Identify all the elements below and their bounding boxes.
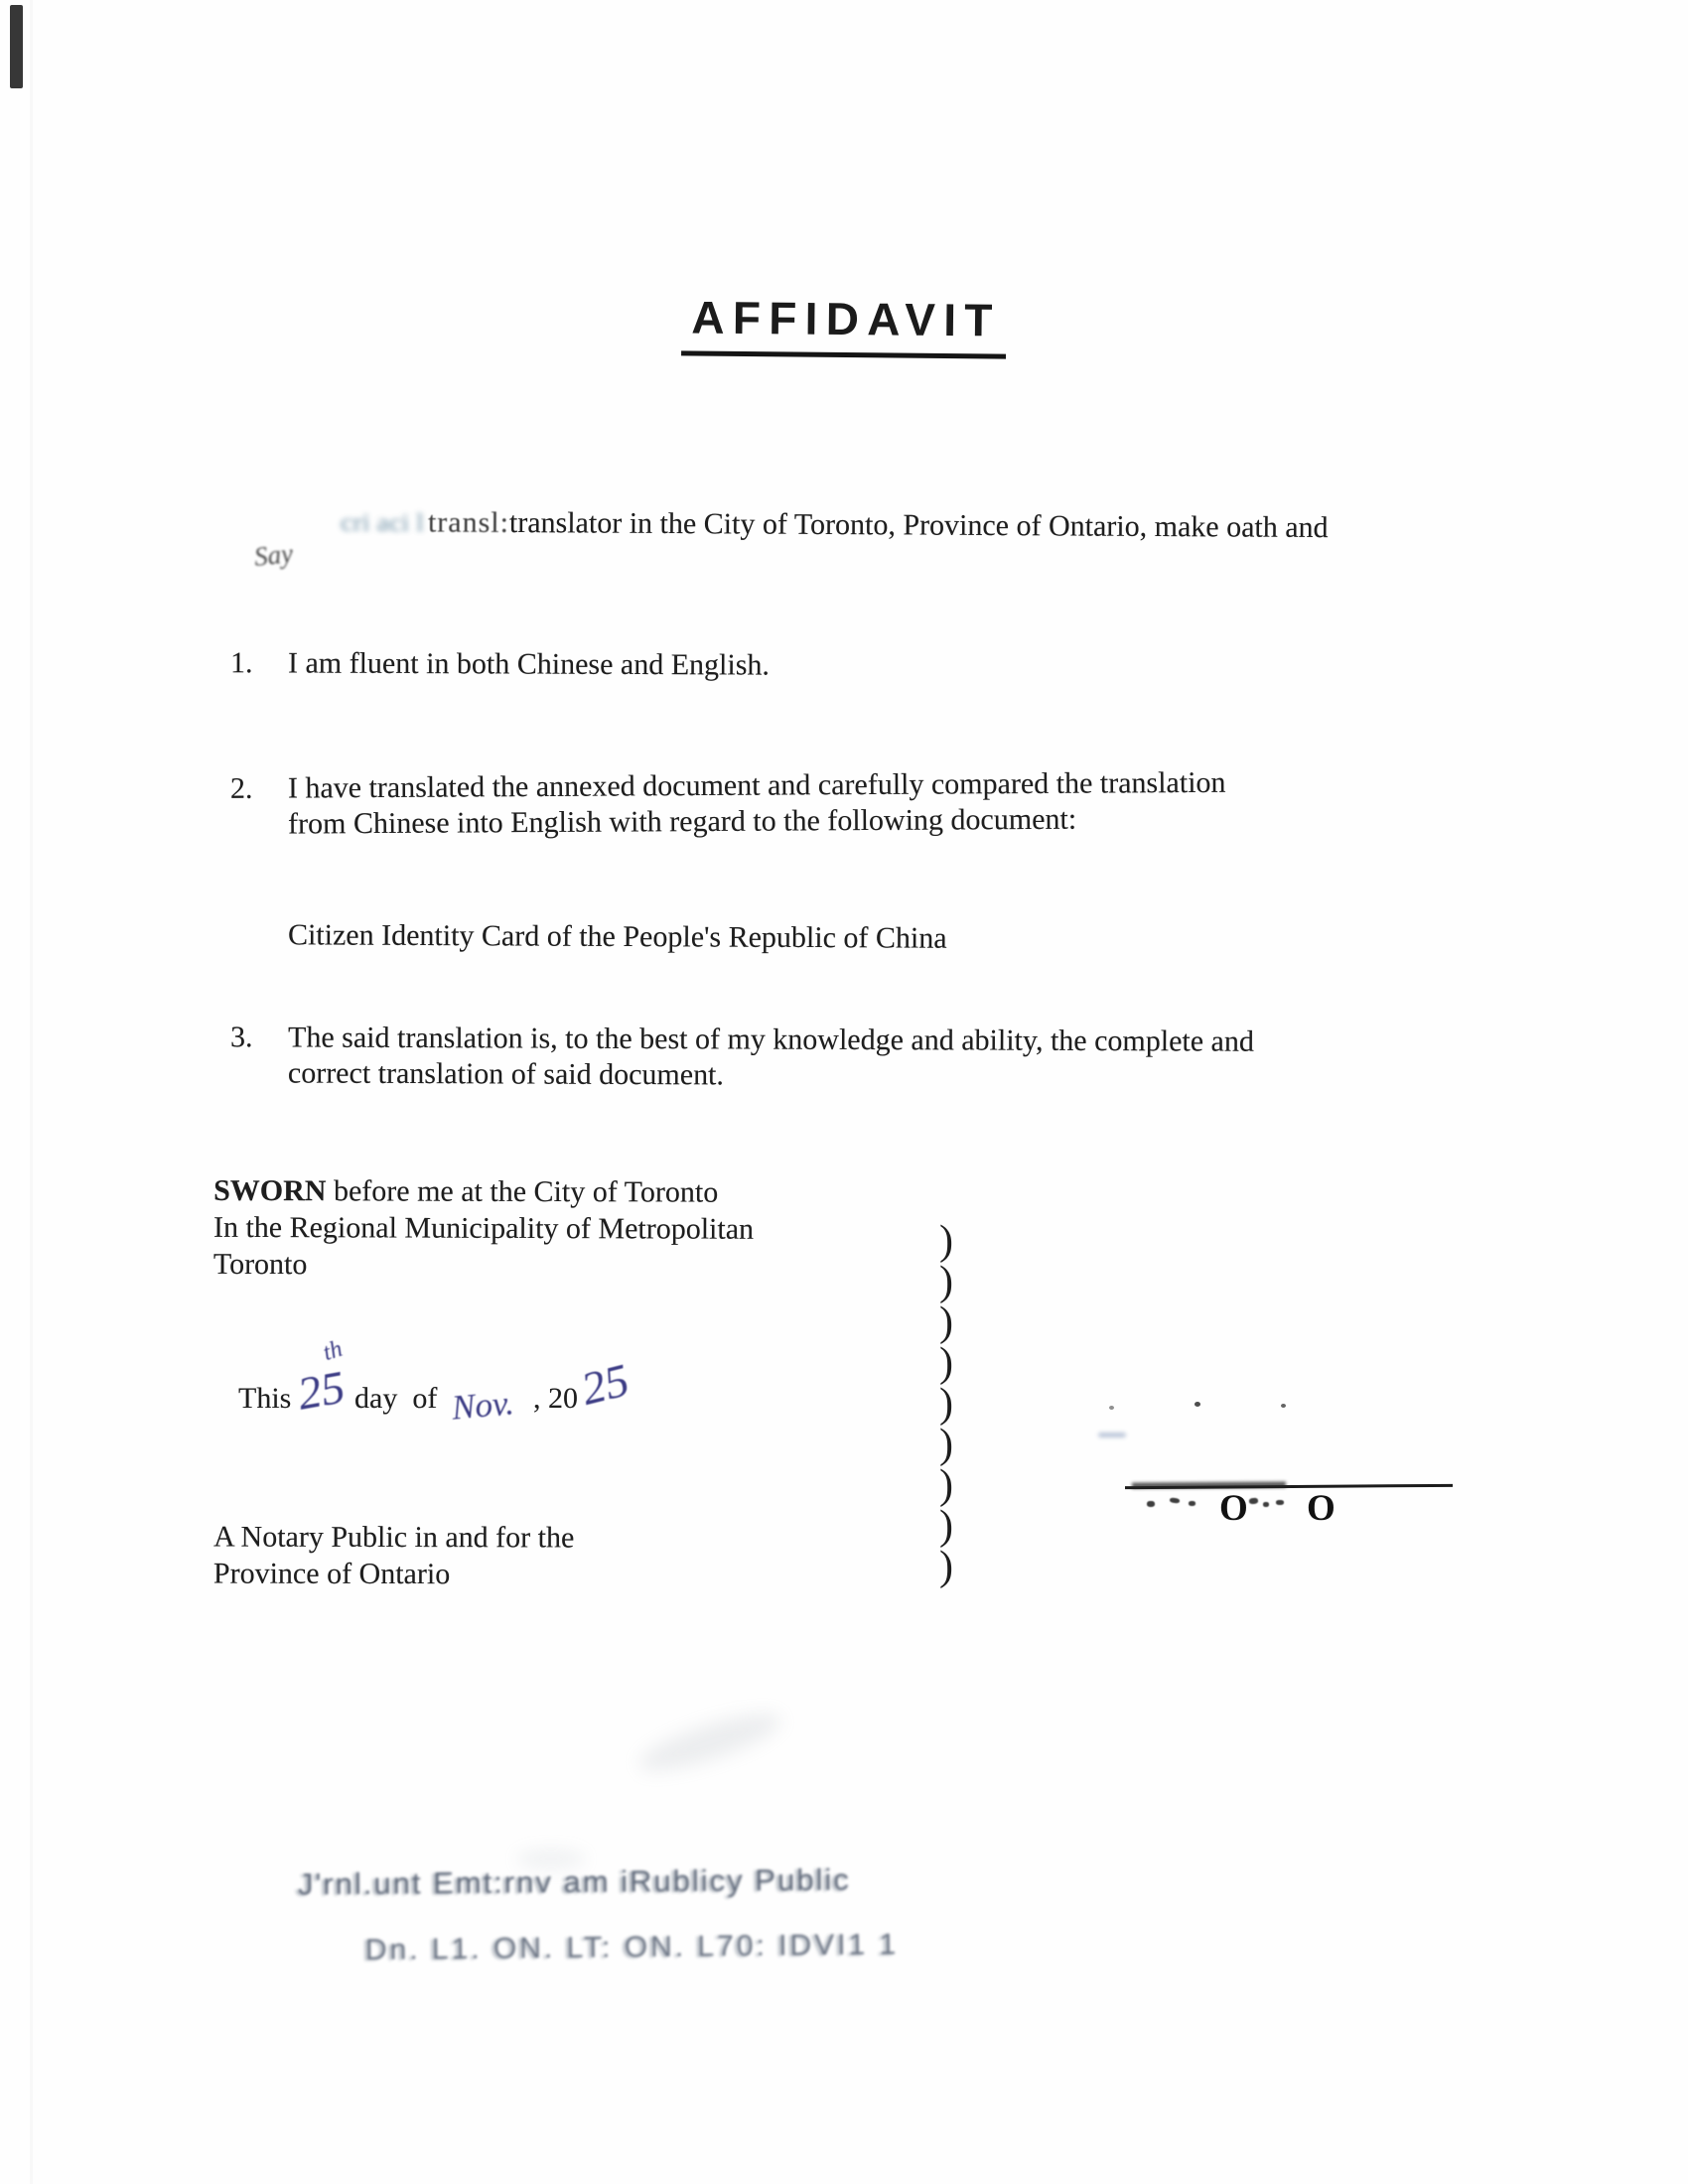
affidavit-item <box>230 1020 1501 1097</box>
signature-speck <box>1263 1502 1269 1507</box>
notary-stamp-line-2: Dn. L1. ON. LT: ON. L70: IDVI1 1 <box>364 1928 900 1967</box>
signature-line-smudge <box>1132 1481 1286 1488</box>
faded-name-smudge: cri aci l <box>340 508 425 538</box>
paren-mark: ) <box>939 1259 953 1304</box>
paren-mark: ) <box>939 1544 953 1589</box>
document-title: AFFIDAVIT <box>681 290 1007 358</box>
sworn-word: SWORN <box>213 1173 327 1208</box>
paren-mark: ) <box>939 1299 953 1345</box>
paren-mark: ) <box>939 1422 953 1467</box>
handwritten-day: 25 <box>293 1361 350 1421</box>
overprint-text: transl: <box>427 505 510 539</box>
signature-speck <box>1195 1402 1200 1407</box>
paren-mark: ) <box>939 1381 953 1427</box>
signature-speck <box>1189 1501 1196 1506</box>
date-dayof-label: day of <box>354 1382 438 1415</box>
signature-speck <box>1281 1404 1286 1408</box>
sworn-line-2: In the Regional Municipality of Metropolitan <box>212 1210 755 1246</box>
notary-stamp-line-1: J'rnl.unt Emt:rnv am iRublicy Public <box>297 1861 851 1902</box>
scan-edge-artifact <box>10 5 23 88</box>
signature-speck <box>1249 1498 1259 1505</box>
affidavit-item <box>230 645 1501 687</box>
signature-o-mark: O <box>1219 1488 1248 1529</box>
handwritten-month: Nov. <box>450 1383 516 1428</box>
sworn-line-1-rest: before me at the City of Toronto <box>326 1174 719 1209</box>
affidavit-item <box>230 763 1501 843</box>
signature-speck <box>1147 1501 1155 1507</box>
scan-streak <box>30 0 33 2184</box>
jurat-parens <box>939 1218 953 1589</box>
document-reference: Citizen Identity Card of the People's Republic of China <box>287 918 947 955</box>
intro-text: translator in the City of Toronto, Province of Ontario, make oath and <box>508 506 1329 545</box>
item-number: 1. <box>229 646 253 680</box>
item-number: 2. <box>229 771 253 805</box>
item-text: The said translation is, to the best of my knowledge and ability, the complete and correct translation of said document. <box>287 1021 1254 1092</box>
sworn-line-3: Toronto <box>212 1247 308 1282</box>
intro-paragraph <box>341 505 1329 545</box>
signature-speck <box>1170 1497 1181 1503</box>
sworn-block <box>213 1172 869 1285</box>
notary-line-2: Province of Ontario <box>212 1557 451 1591</box>
handwritten-day-suffix: th <box>320 1335 347 1367</box>
handwritten-year: 25 <box>576 1354 634 1416</box>
date-this-label: This <box>238 1382 292 1415</box>
paren-mark: ) <box>939 1462 953 1508</box>
signature-o-mark: O <box>1307 1488 1336 1529</box>
signature-faded-mark <box>1098 1433 1126 1437</box>
item-text: I have translated the annexed document and carefully compared the translation from Chinese into English with regard to the following document: <box>287 765 1226 841</box>
paren-mark: ) <box>939 1218 953 1264</box>
item-text: I am fluent in both Chinese and English. <box>287 646 770 682</box>
paren-mark: ) <box>939 1503 953 1549</box>
date-year-prefix: , 20 <box>533 1382 578 1415</box>
notary-line-1: A Notary Public in and for the <box>213 1520 575 1555</box>
scan-smudge <box>633 1704 785 1782</box>
signature-speck <box>1109 1406 1114 1410</box>
sworn-line-1 <box>213 1172 869 1211</box>
paren-mark: ) <box>939 1340 953 1386</box>
handwritten-say-mark: Say <box>252 538 295 572</box>
notary-block <box>213 1519 574 1593</box>
signature-speck <box>1276 1500 1284 1505</box>
item-number: 3. <box>230 1021 253 1054</box>
